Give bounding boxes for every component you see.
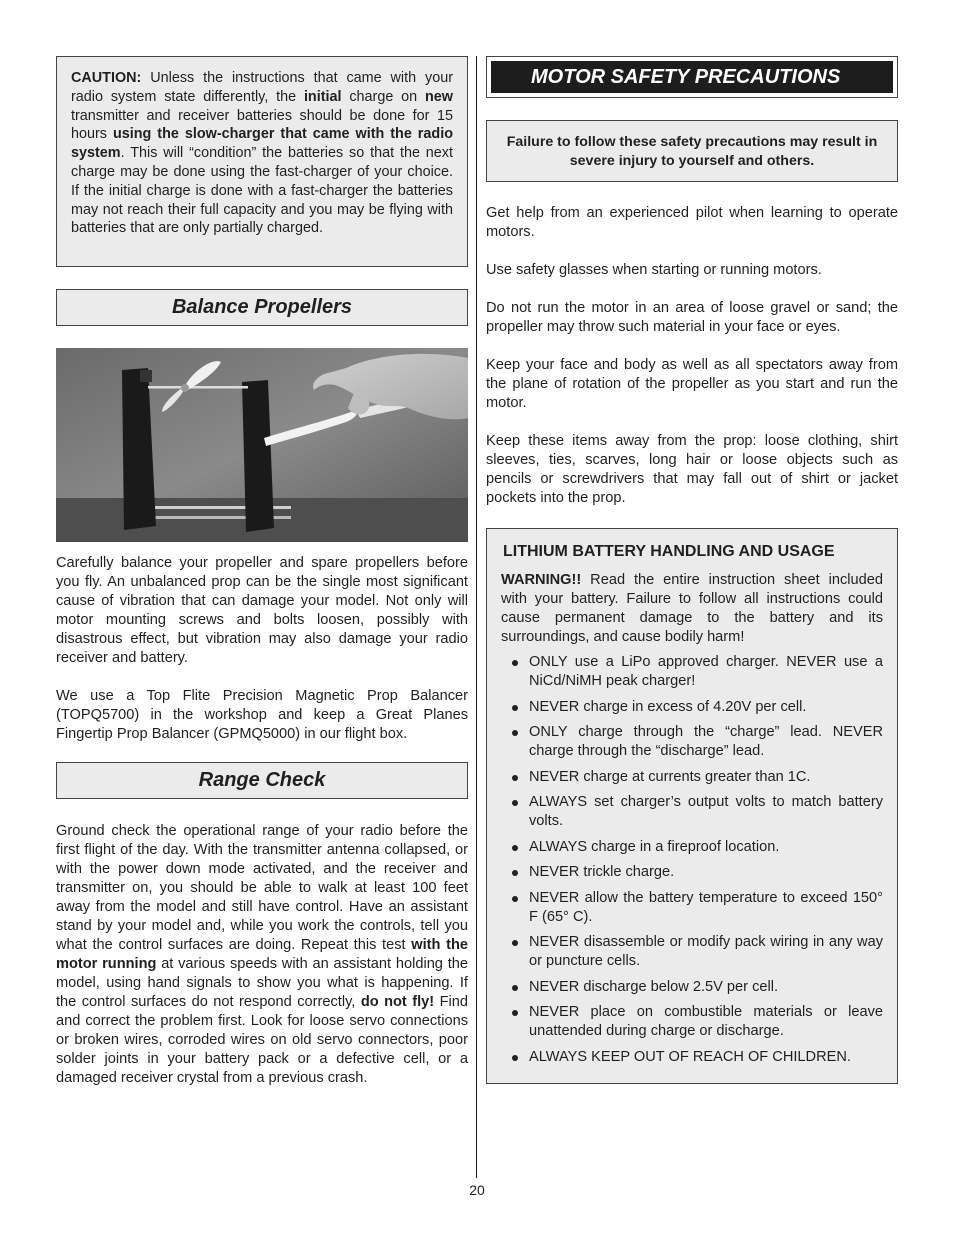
motor-paragraph: Do not run the motor in an area of loose gravel or sand; the propeller may throw such material in your face or eyes. xyxy=(486,300,898,335)
list-item xyxy=(501,793,883,831)
list-item xyxy=(501,838,883,857)
range-bold-do-not-fly: do not fly! xyxy=(360,994,435,1010)
lithium-warning-text: Read the entire instruction sheet included with your battery. Failure to follow all instructions could cause permanent damage to the battery and its surroundings, and cause bodily harm! xyxy=(501,572,883,645)
list-item xyxy=(501,863,883,882)
bullet-icon xyxy=(512,870,518,876)
lithium-battery-box xyxy=(486,528,898,1084)
range-check-heading: Range Check xyxy=(56,762,468,799)
bullet-icon xyxy=(512,845,518,851)
left-column xyxy=(56,56,468,1088)
list-item-text: NEVER allow the battery temperature to exceed 150° F (65° C). xyxy=(529,889,883,925)
bullet-icon xyxy=(512,1055,518,1061)
motor-safety-heading-box xyxy=(486,56,898,98)
bullet-icon xyxy=(512,800,518,806)
right-column xyxy=(486,56,898,1084)
list-item-text: NEVER place on combustible materials or leave unattended during charge or discharge. xyxy=(529,1004,883,1039)
range-check-paragraph xyxy=(56,822,468,1088)
range-text: Find and correct the problem first. Look for loose servo connections or broken wires, corroded wires on old servo connectors, poor solder joints in your battery pack or a defective cell, or a damaged receiver crystal from a previous crash. xyxy=(56,994,468,1086)
list-item-text: NEVER charge at currents greater than 1C. xyxy=(529,768,811,785)
bullet-icon xyxy=(512,896,518,902)
motor-paragraph: Get help from an experienced pilot when learning to operate motors. xyxy=(486,205,898,240)
bullet-icon xyxy=(512,660,518,666)
lithium-warning-label: WARNING!! xyxy=(501,572,582,588)
list-item-text: NEVER charge in excess of 4.20V per cell. xyxy=(529,698,807,715)
list-item-text: NEVER disassemble or modify pack wiring in any way or puncture cells. xyxy=(529,934,883,969)
caution-label: CAUTION: xyxy=(71,70,142,86)
list-item-text: ONLY charge through the “charge” lead. NEVER charge through the “discharge” lead. xyxy=(529,724,883,759)
motor-paragraph: Keep your face and body as well as all spectators away from the plane of rotation of the propeller as you start and run the motor. xyxy=(486,357,898,411)
list-item xyxy=(501,933,883,971)
range-text: Ground check the operational range of your radio before the first flight of the day. With the transmitter antenna collapsed, or with the power down mode activated, and the receiver and transmitter on, you should be able to walk at least 100 feet away from the model and still have control. Have an assistant stand by your model and, while you work the controls, tell you what the control surfaces are doing. Repeat this test xyxy=(56,823,468,953)
list-item-text: ALWAYS charge in a fireproof location. xyxy=(529,838,780,855)
balance-paragraph-1: Carefully balance your propeller and spare propellers before you fly. An unbalanced prop can be the single most significant cause of vibration that can damage your model. Not only will motor mounting screws and bolts loosen, possibly with disastrous effect, but vibration may also damage your radio receiver and battery. xyxy=(56,555,468,666)
caution-new: new xyxy=(425,88,453,105)
bullet-icon xyxy=(512,775,518,781)
list-item xyxy=(501,698,883,717)
caution-slow-charger: using the slow-charger that came with the radio system xyxy=(71,126,453,162)
prop-balancer-photo xyxy=(56,348,468,542)
list-item xyxy=(501,653,883,691)
bullet-icon xyxy=(512,940,518,946)
balance-paragraph-2: We use a Top Flite Precision Magnetic Prop Balancer (TOPQ5700) in the workshop and keep a Great Planes Fingertip Prop Balancer (GPMQ5000) in our flight box. xyxy=(56,688,468,742)
bullet-icon xyxy=(512,985,518,991)
balance-propellers-heading: Balance Propellers xyxy=(56,289,468,326)
caution-box xyxy=(56,56,468,267)
motor-paragraph: Use safety glasses when starting or running motors. xyxy=(486,262,822,278)
list-item xyxy=(501,978,883,997)
list-item xyxy=(501,889,883,927)
column-divider xyxy=(476,56,477,1178)
list-item xyxy=(501,1003,883,1041)
list-item-text: ALWAYS set charger’s output volts to match battery volts. xyxy=(529,794,883,829)
range-bold-motor-running: with the motor running xyxy=(56,937,468,972)
list-item-text: NEVER discharge below 2.5V per cell. xyxy=(529,978,779,995)
list-item-text: ONLY use a LiPo approved charger. NEVER use a NiCd/NiMH peak charger! xyxy=(529,654,883,689)
bullet-icon xyxy=(512,730,518,736)
list-item xyxy=(501,1048,883,1067)
page-number: 20 xyxy=(469,1182,485,1198)
list-item-text: ALWAYS KEEP OUT OF REACH OF CHILDREN. xyxy=(529,1048,851,1065)
motor-paragraph: Keep these items away from the prop: loose clothing, shirt sleeves, ties, scarves, long hair or loose objects such as pencils or screwdrivers that may fall out of shirt or jacket pockets into the prop. xyxy=(486,433,898,506)
motor-safety-heading: MOTOR SAFETY PRECAUTIONS xyxy=(491,61,893,93)
lithium-warning xyxy=(501,571,883,647)
list-item-text: NEVER trickle charge. xyxy=(529,864,675,880)
range-text: at various speeds with an assistant holding the model, using hand signals to show you what is happening. If the control surfaces do not respond correctly, xyxy=(56,956,468,1010)
caution-text: . This will “condition” the batteries so that the next charge may be done using the fast-charger of your choice. If the initial charge is done with a fast-charger the batteries may not reach their full capacity and you may be flying with batteries that are only partially charged. xyxy=(71,145,453,237)
caution-text: charge on xyxy=(341,88,425,105)
lithium-heading: LITHIUM BATTERY HANDLING AND USAGE xyxy=(503,543,835,560)
bullet-icon xyxy=(512,1010,518,1016)
caution-text: Unless the instructions that came with your radio system state differently, the xyxy=(71,70,453,105)
lithium-bullet-list xyxy=(501,653,883,1067)
bullet-icon xyxy=(512,705,518,711)
caution-initial: initial xyxy=(303,88,342,105)
motor-safety-warning: Failure to follow these safety precautions may result in severe injury to yourself and others. xyxy=(486,120,898,182)
caution-text: transmitter and receiver batteries should be done for 15 hours xyxy=(71,107,453,143)
list-item xyxy=(501,768,883,787)
list-item xyxy=(501,723,883,761)
